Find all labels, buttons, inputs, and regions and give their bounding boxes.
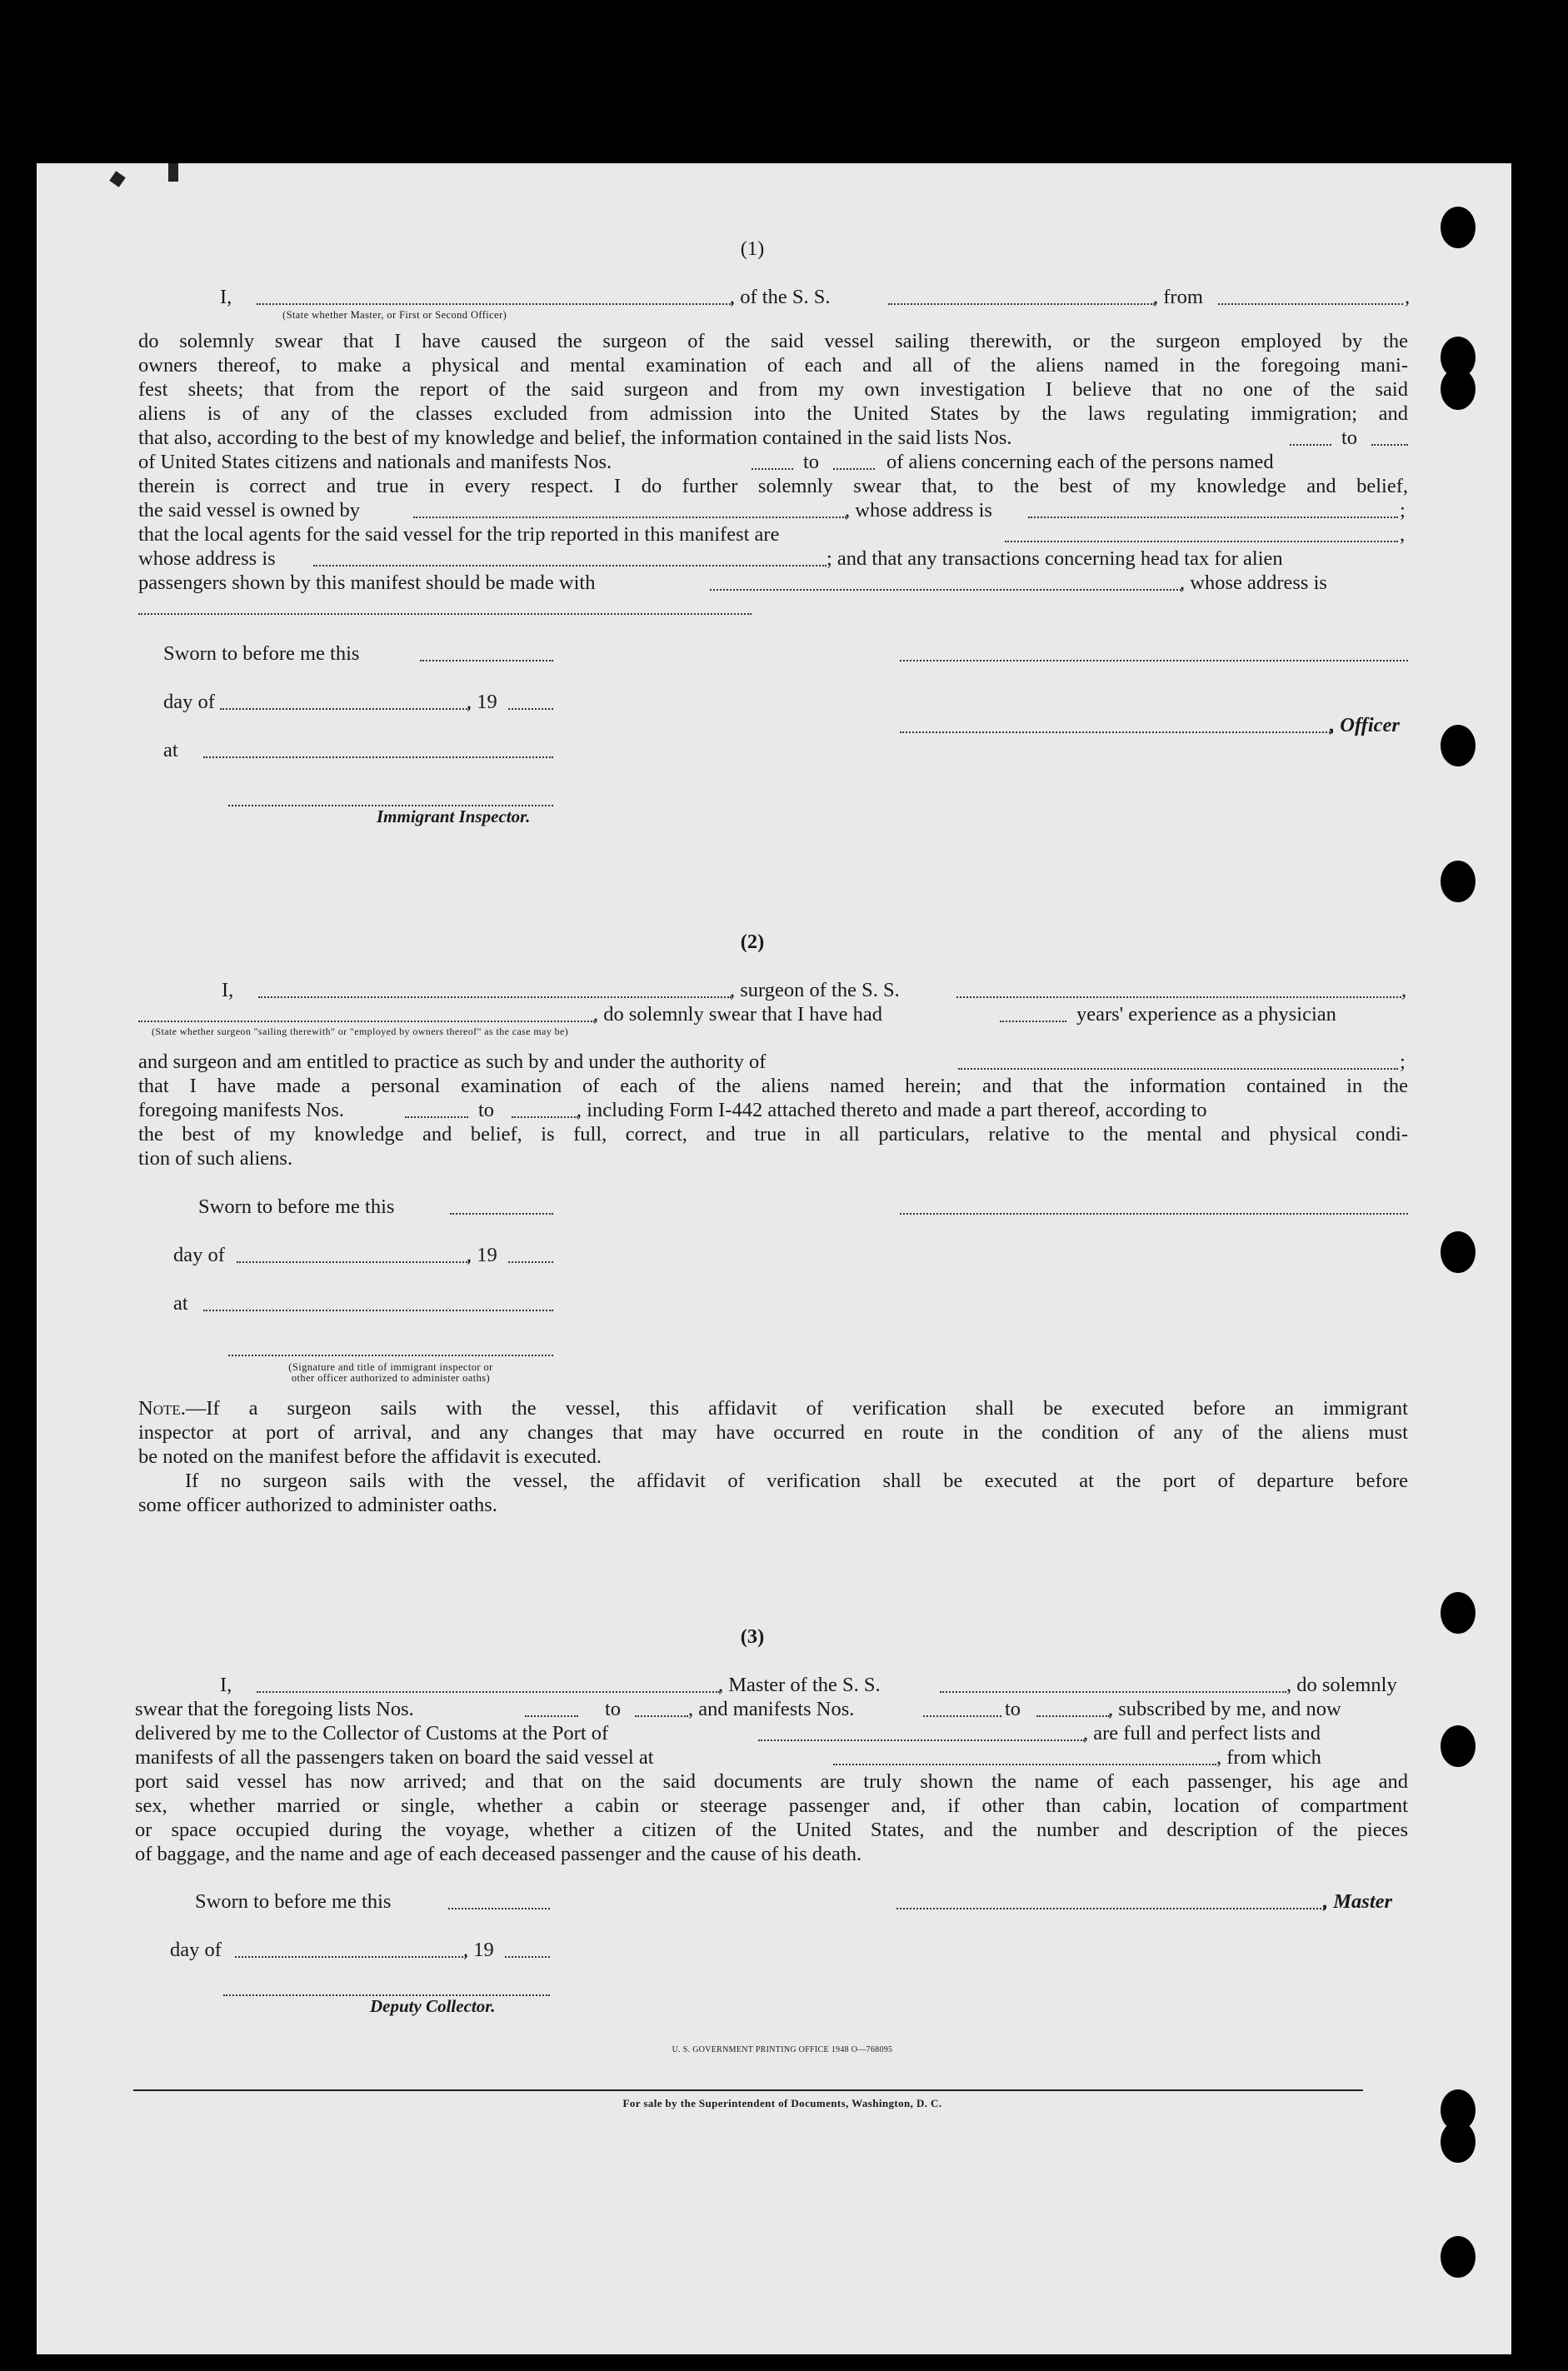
oath-line: sex, whether married or single, whether a cabin or steerage passenger and, if other than cabin, location of compartment (135, 1794, 1408, 1817)
section-2-note (138, 1396, 1411, 1521)
label-deputy-collector: Deputy Collector. (370, 1996, 496, 2016)
scan-mark (168, 163, 178, 182)
label-years-experience: years' experience as a physician (1076, 1003, 1336, 1026)
label-year: , 19 (467, 1244, 497, 1266)
field-sworn-date[interactable] (420, 660, 553, 661)
note-line: If no surgeon sails with the vessel, the affidavit of verification shall be executed at the port of departure before (185, 1470, 1408, 1492)
punch-hole (1441, 861, 1476, 902)
label-manifests-all: manifests of all the passengers taken on board the said vessel at (135, 1746, 654, 1769)
field-manifests-from[interactable] (923, 1715, 1001, 1717)
label-to: to (605, 1698, 622, 1720)
label-comma: , (1405, 286, 1411, 308)
oath-line: the best of my knowledge and belief, is full, correct, and true in all particulars, relative to the mental and physical condi- (138, 1123, 1408, 1146)
field-year[interactable] (508, 708, 553, 710)
label-to: to (803, 451, 820, 473)
label-sworn: Sworn to before me this (195, 1890, 392, 1913)
field-surgeon-name[interactable] (258, 996, 732, 998)
field-port[interactable] (758, 1740, 1085, 1741)
label-year: , 19 (467, 691, 497, 713)
label-solemnly: , do solemnly swear that I have had (593, 1003, 882, 1026)
oath-line-end: of baggage, and the name and age of each deceased passenger and the cause of his death. (135, 1843, 862, 1865)
oath-line: do solemnly swear that I have caused the surgeon of the said vessel sailing therewith, or the surgeon employed by the (138, 330, 1408, 352)
label-day-of: day of (173, 1244, 225, 1266)
section-1-jurat (137, 641, 1411, 858)
label-including: , including Form I-442 attached thereto and made a part thereof, according to (577, 1099, 1207, 1121)
oath-line-end: tion of such aliens. (138, 1147, 293, 1170)
punch-hole (1441, 1231, 1476, 1273)
field-owner-address[interactable] (1028, 517, 1398, 518)
note-line-end: be noted on the manifest before the affidavit is executed. (138, 1445, 602, 1468)
label-i: I, (220, 286, 232, 308)
note-label: Note. (138, 1397, 186, 1420)
punch-hole (1441, 368, 1476, 410)
note-line: inspector at port of arrival, and any changes that may have occurred en route in the condition of any of the aliens must (138, 1421, 1408, 1444)
label-local-agents: that the local agents for the said vessel for the trip reported in this manifest are (138, 523, 780, 546)
field-agents-address[interactable] (313, 565, 826, 567)
field-year[interactable] (508, 1261, 553, 1263)
label-sworn: Sworn to before me this (198, 1195, 395, 1218)
for-sale-notice: For sale by the Superintendent of Documents, Washington, D. C. (622, 2097, 942, 2109)
field-ship-name[interactable] (888, 303, 1155, 305)
label-of-aliens: of aliens concerning each of the persons named (886, 451, 1274, 473)
section-1-number: (1) (740, 237, 765, 260)
oath-line: port said vessel has now arrived; and that on the said documents are truly shown the name of each passenger, his age and (135, 1770, 1408, 1793)
field-month[interactable] (235, 1956, 467, 1958)
section-3-oath (135, 1673, 1411, 1889)
label-master: , Master (1323, 1890, 1393, 1913)
label-to: to (1341, 427, 1358, 449)
label-surgeon-of: , surgeon of the S. S. (730, 979, 900, 1001)
field-authority[interactable] (958, 1068, 1398, 1070)
form-page (37, 163, 1511, 2354)
label-delivered: delivered by me to the Collector of Customs at the Port of (135, 1722, 609, 1745)
label-officer: , Officer (1330, 714, 1400, 736)
section-2-jurat (137, 1195, 1411, 1403)
field-departure-port[interactable] (833, 1764, 1216, 1765)
label-foregoing: foregoing manifests Nos. (138, 1099, 344, 1121)
label-comma: , (1400, 523, 1406, 546)
hint-signature-title: (Signature and title of immigrant inspector or (288, 1361, 493, 1373)
label-head-tax: ; and that any transactions concerning head tax for alien (826, 547, 1283, 570)
field-officer-signature[interactable] (900, 731, 1333, 733)
field-year[interactable] (505, 1956, 550, 1958)
field-local-agents[interactable] (1005, 541, 1398, 542)
label-at: at (173, 1292, 188, 1315)
label-at: at (163, 739, 178, 761)
footer-divider (133, 2089, 1363, 2091)
field-manifests-to[interactable] (1036, 1715, 1110, 1717)
section-3-number: (3) (740, 1625, 765, 1648)
field-signature-line[interactable] (900, 660, 1408, 661)
label-whose-address: , whose address is (1180, 572, 1327, 594)
label-i: I, (220, 1674, 232, 1696)
label-authority: and surgeon and am entitled to practice as such by and under the authority of (138, 1051, 767, 1073)
oath-line: that I have made a personal examination of each of the aliens named herein; and that the information contained in the (138, 1075, 1408, 1097)
label-of-ss: , of the S. S. (730, 286, 831, 308)
field-month[interactable] (237, 1261, 470, 1263)
field-master-name[interactable] (257, 1691, 720, 1693)
field-years[interactable] (1000, 1021, 1066, 1022)
label-whose-address: , whose address is (845, 499, 992, 522)
label-full-lists: , are full and perfect lists and (1083, 1722, 1321, 1745)
label-i: I, (222, 979, 234, 1001)
field-from-port[interactable] (1218, 303, 1403, 305)
field-manifests-to[interactable] (833, 468, 875, 470)
field-manifests-from[interactable] (405, 1116, 468, 1118)
label-swear-lists: swear that the foregoing lists Nos. (135, 1698, 414, 1720)
label-whose-address: whose address is (138, 547, 276, 570)
note-line-end: some officer authorized to administer oaths. (138, 1494, 497, 1516)
field-manifests-from[interactable] (752, 468, 793, 470)
field-sworn-date[interactable] (450, 1213, 553, 1215)
note-line (138, 1396, 1408, 1420)
label-semicolon: ; (1400, 1051, 1406, 1073)
label-owned-by: the said vessel is owned by (138, 499, 361, 522)
punch-hole (1441, 1725, 1476, 1767)
label-sworn: Sworn to before me this (163, 642, 360, 665)
oath-line: therein is correct and true in every respect. I do further solemnly swear that, to the best of my knowledge and belief, (138, 475, 1408, 497)
label-master-of: , Master of the S. S. (718, 1674, 881, 1696)
hint-master-officer: (State whether Master, or First or Second Officer) (282, 309, 507, 321)
field-inspector-signature[interactable] (228, 1355, 553, 1356)
punch-hole (1441, 2121, 1476, 2163)
label-semicolon: ; (1400, 499, 1406, 522)
label-lists-nos: that also, according to the best of my knowledge and belief, the information contained in the said lists Nos. (138, 427, 1012, 449)
field-master-signature[interactable] (896, 1908, 1325, 1909)
field-lists-to[interactable] (635, 1715, 688, 1717)
label-day-of: day of (170, 1939, 222, 1961)
label-immigrant-inspector: Immigrant Inspector. (377, 806, 531, 826)
field-lists-from[interactable] (1290, 444, 1331, 446)
field-at-place[interactable] (203, 1310, 553, 1311)
label-from-which: , from which (1216, 1746, 1321, 1769)
field-owner[interactable] (413, 517, 846, 518)
hint-signature-title: other officer authorized to administer oaths) (291, 1372, 491, 1384)
field-manifests-to[interactable] (512, 1116, 578, 1118)
field-lists-from[interactable] (525, 1715, 578, 1717)
punch-hole (1441, 2236, 1476, 2278)
oath-line: or space occupied during the voyage, whether a citizen of the United States, and the number and description of the pieces (135, 1819, 1408, 1841)
field-head-tax-address[interactable] (138, 613, 752, 615)
field-surgeon-signature[interactable] (900, 1213, 1408, 1215)
field-master-name[interactable] (257, 303, 733, 305)
oath-line: aliens is of any of the classes excluded from admission into the United States by the laws regulating immigration; and (138, 402, 1408, 425)
section-2-number: (2) (740, 931, 765, 953)
label-to: to (1005, 1698, 1021, 1720)
hint-surgeon-status: (State whether surgeon "sailing therewith" or "employed by owners thereof" as the case may be) (152, 1026, 569, 1037)
label-from: , from (1153, 286, 1203, 308)
label-us-citizens: of United States citizens and nationals and manifests Nos. (138, 451, 612, 473)
label-comma: , (1401, 979, 1407, 1001)
field-lists-to[interactable] (1371, 444, 1408, 446)
field-sworn-date[interactable] (448, 1908, 550, 1909)
gpo-imprint: U. S. GOVERNMENT PRINTING OFFICE 1948 O—768095 (672, 2045, 893, 2054)
field-month[interactable] (220, 708, 470, 710)
field-head-tax-party[interactable] (710, 589, 1181, 591)
scan-mark (109, 171, 125, 187)
field-at-place[interactable] (203, 756, 553, 758)
oath-line: fest sheets; that from the report of the said surgeon and from my own investigation I believe that no one of the said (138, 378, 1408, 401)
label-day-of: day of (163, 691, 215, 713)
section-1-oath-header (137, 285, 1411, 310)
field-ship-name[interactable] (940, 1691, 1286, 1693)
label-to: to (478, 1099, 495, 1121)
label-passengers: passengers shown by this manifest should be made with (138, 572, 596, 594)
label-do-solemnly: , do solemnly (1286, 1674, 1397, 1696)
field-ship-name[interactable] (956, 996, 1401, 998)
punch-hole (1441, 725, 1476, 766)
label-year: , 19 (463, 1939, 494, 1961)
label-subscribed: , subscribed by me, and now (1108, 1698, 1341, 1720)
oath-line: owners thereof, to make a physical and mental examination of each and all of the aliens named in the foregoing mani- (138, 354, 1408, 377)
note-text: —If a surgeon sails with the vessel, this affidavit of verification shall be executed before an immigrant (185, 1397, 1408, 1420)
label-and-manifests: , and manifests Nos. (688, 1698, 855, 1720)
field-surgeon-status[interactable] (138, 1021, 595, 1022)
section-3-jurat (135, 1889, 1411, 2023)
